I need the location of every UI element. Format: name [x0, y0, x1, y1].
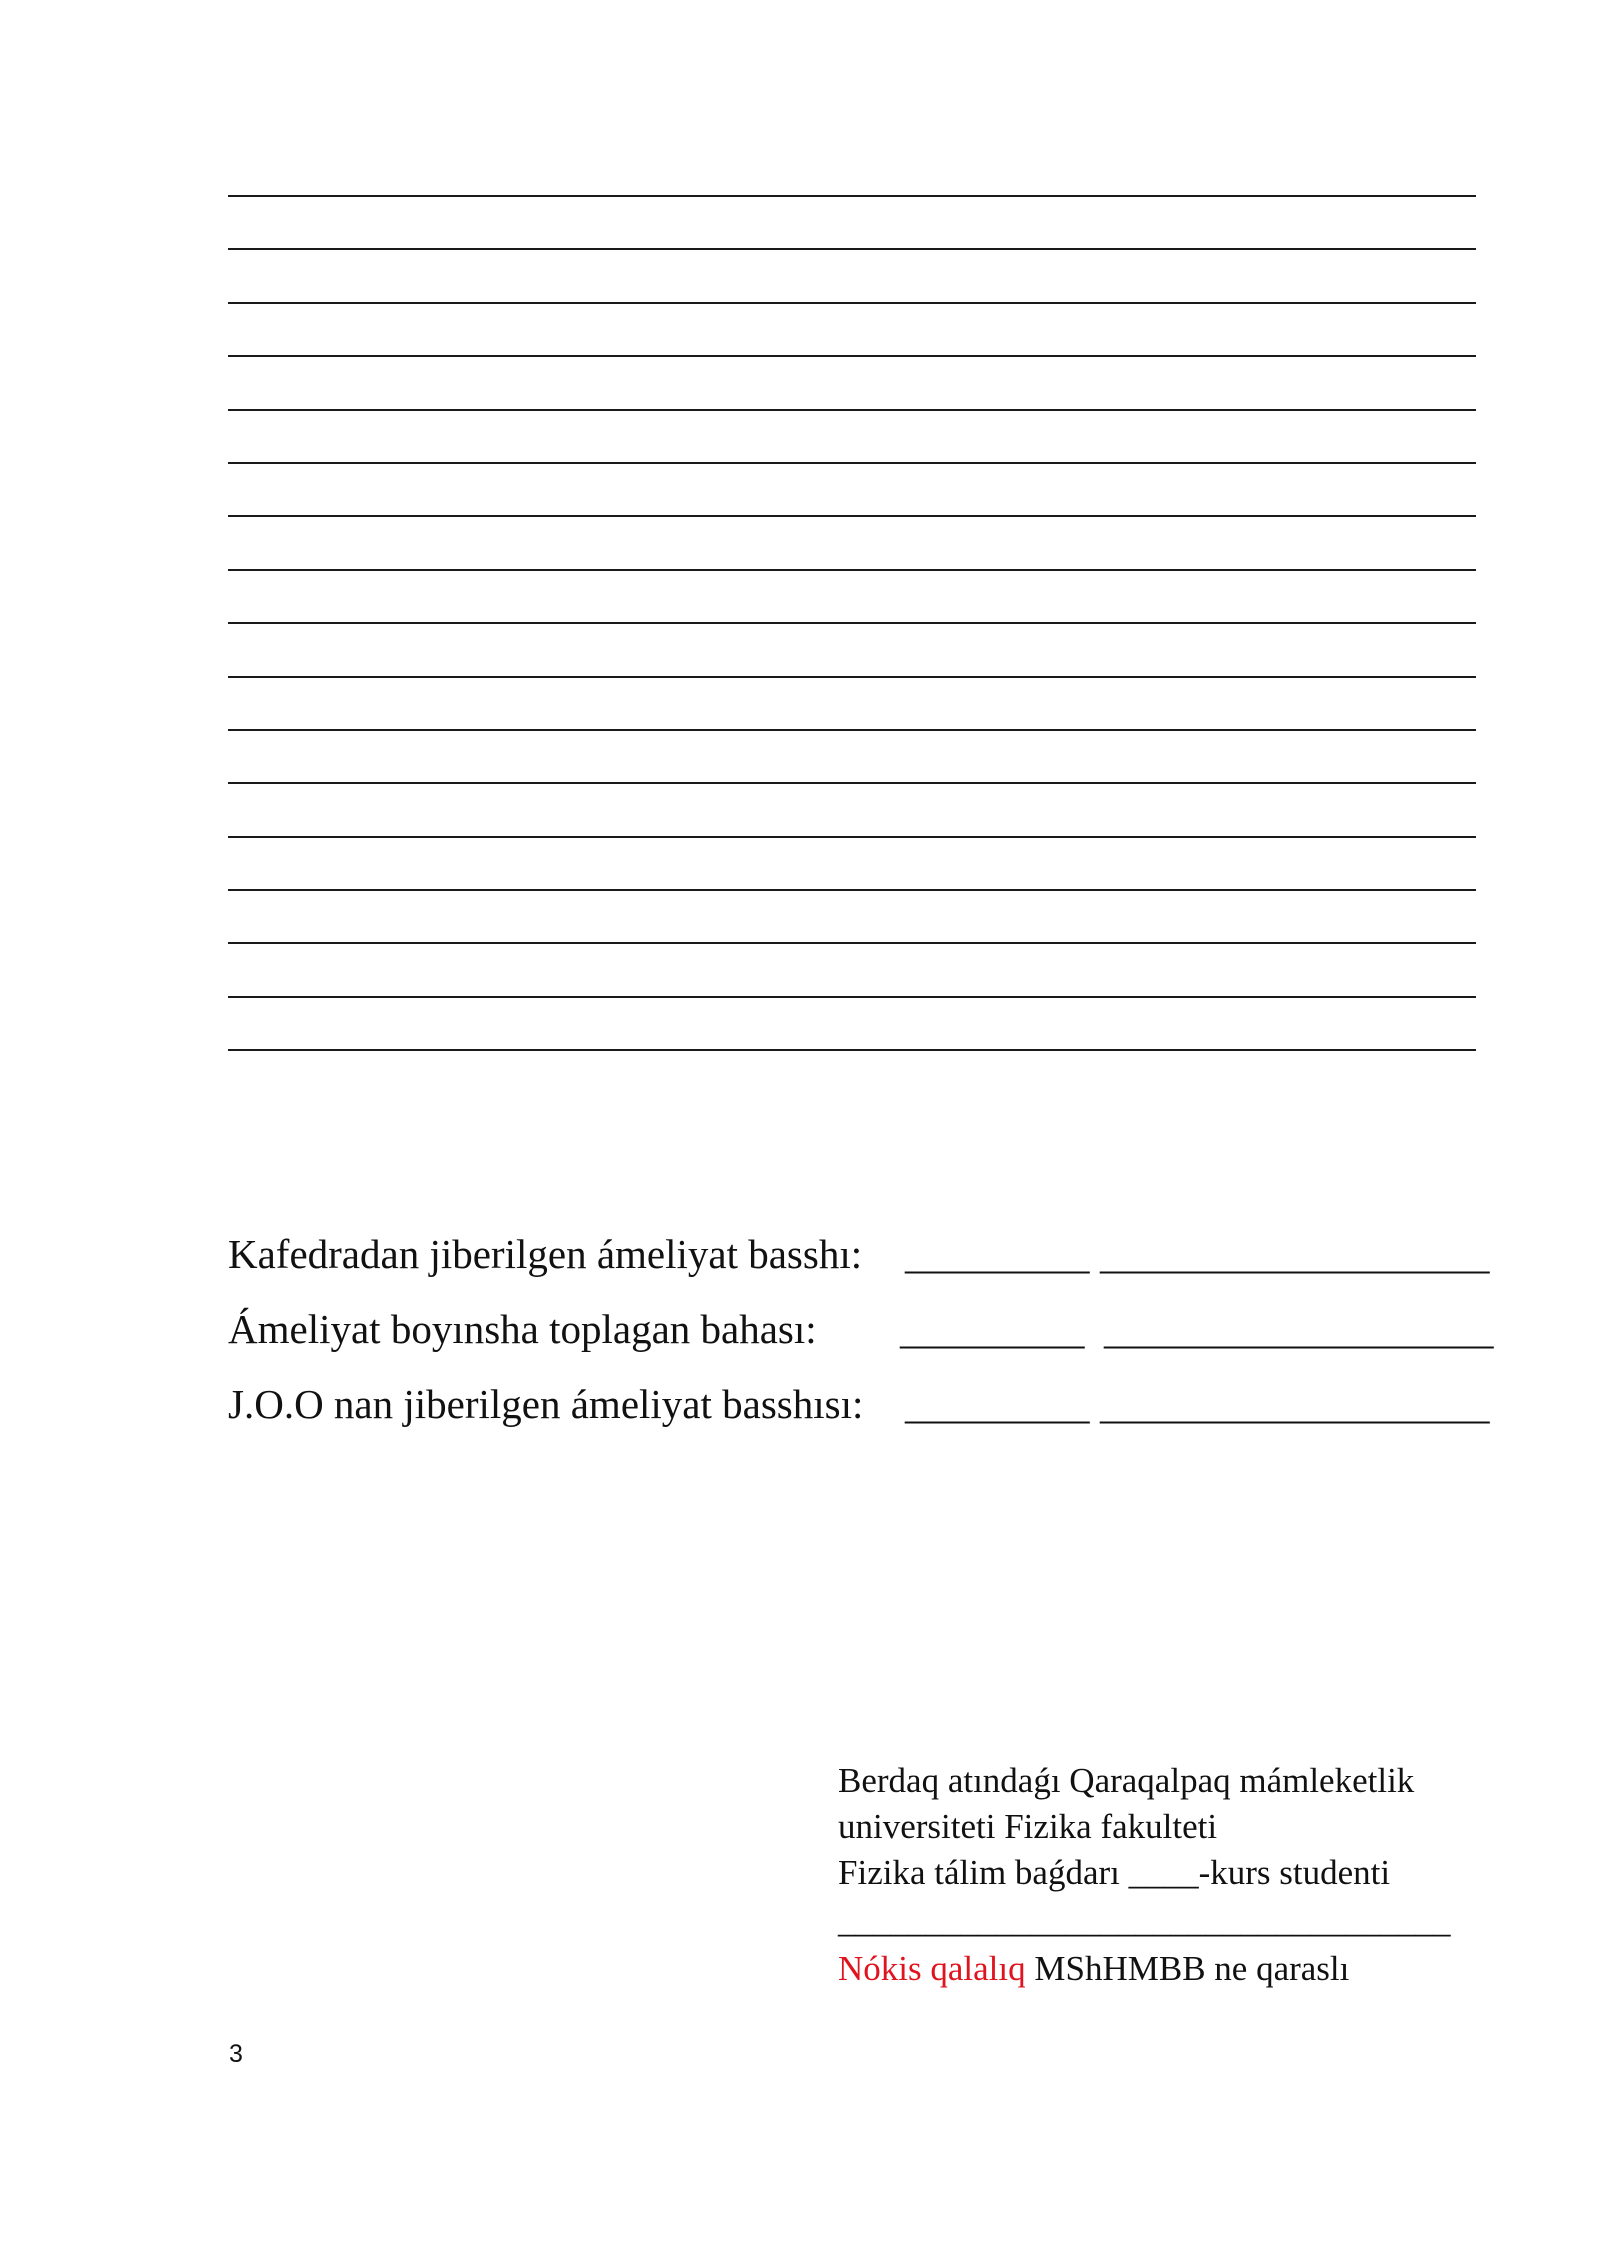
ruled-line	[228, 195, 1476, 197]
ruled-line	[228, 836, 1476, 838]
course-line: Fizika tálim baǵdarı ____-kurs studenti	[838, 1853, 1391, 1892]
ruled-line	[228, 569, 1476, 571]
name-blank: ___________________	[1100, 1381, 1490, 1427]
ruled-line	[228, 942, 1476, 944]
ruled-line	[228, 729, 1476, 731]
ruled-line	[228, 676, 1476, 678]
ruled-line	[228, 622, 1476, 624]
ruled-line	[228, 355, 1476, 357]
ruled-line	[228, 462, 1476, 464]
signature-blank: _________	[905, 1381, 1090, 1427]
faculty-line: universiteti Fizika fakulteti	[838, 1807, 1218, 1846]
city-rest-text: MShHMBB ne qaraslı	[1025, 1949, 1350, 1988]
signature-row-department-supervisor	[228, 1230, 1490, 1305]
page-number: 3	[229, 2040, 243, 2068]
ruled-writing-lines	[228, 195, 1476, 1103]
ruled-line	[228, 515, 1476, 517]
signature-label: Ámeliyat boyınsha toplagan bahası:	[228, 1306, 817, 1352]
ruled-line	[228, 302, 1476, 304]
ruled-line	[228, 1049, 1476, 1051]
city-red-text: Nókis qalalıq	[838, 1949, 1026, 1988]
ruled-line	[228, 996, 1476, 998]
student-name-blank: ___________________________________	[838, 1901, 1451, 1940]
ruled-line	[228, 248, 1476, 250]
student-info-block	[838, 1758, 1478, 1992]
signature-block	[228, 1230, 1494, 1455]
signature-row-grade	[228, 1305, 1494, 1380]
university-line: Berdaq atındaǵı Qaraqalpaq mámleketlik	[838, 1761, 1415, 1800]
ruled-line	[228, 782, 1476, 784]
ruled-line	[228, 409, 1476, 411]
city-line	[838, 1946, 1478, 1992]
signature-label: Kafedradan jiberilgen ámeliyat basshı:	[228, 1231, 863, 1277]
signature-blank: _________	[900, 1306, 1085, 1352]
ruled-line	[228, 889, 1476, 891]
name-blank: ___________________	[1104, 1306, 1494, 1352]
signature-blank: _________	[905, 1231, 1090, 1277]
name-blank: ___________________	[1100, 1231, 1490, 1277]
signature-row-university-supervisor	[228, 1380, 1490, 1455]
signature-label: J.O.O nan jiberilgen ámeliyat basshısı:	[228, 1381, 864, 1427]
